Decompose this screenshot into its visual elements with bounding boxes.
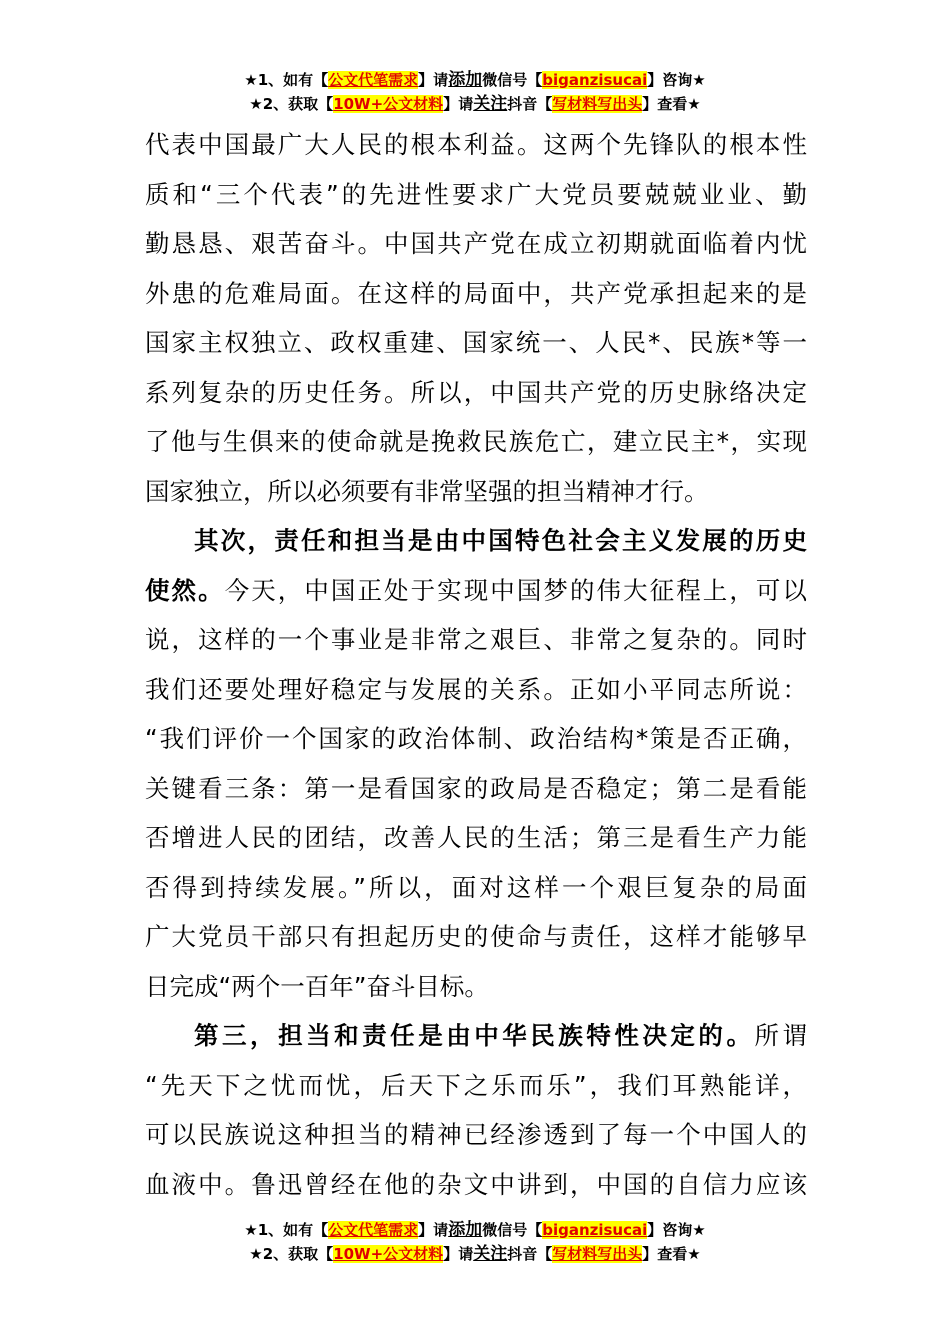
banner-text: 抖音【 — [507, 95, 553, 113]
body-line: 质和“三个代表”的先进性要求广大党员要兢兢业业、勤 — [145, 179, 807, 209]
body-line: 日完成“两个一百年”奋斗目标。 — [145, 971, 489, 1001]
highlight-materials: 10W+公文材料 — [333, 1245, 444, 1263]
body-line: 广大党员干部只有担起历史的使命与责任，这样才能够早 — [145, 922, 807, 951]
banner-text: ★1、如有【 — [244, 1221, 329, 1239]
wechat-id: biganzisucai — [542, 1221, 648, 1239]
underlined-add: 添加 — [448, 1220, 483, 1240]
document-body — [145, 120, 807, 1209]
body-line: 关键看三条：第一是看国家的政局是否稳定；第二是看能 — [145, 773, 807, 803]
banner-text: 】查看★ — [642, 95, 701, 113]
body-text: 今天，中国正处于实现中国梦的伟大征程上，可以 — [224, 575, 807, 605]
header-banner — [0, 68, 950, 116]
banner-text: 】咨询★ — [647, 1221, 706, 1239]
heading-text: 第三，担当和责任是由中华民族特性决定的。 — [194, 1021, 755, 1050]
body-text: 所谓 — [754, 1021, 808, 1050]
wechat-id: biganzisucai — [542, 71, 648, 89]
highlight-ghostwriting: 公文代笔需求 — [328, 71, 419, 89]
body-line: 勤恳恳、艰苦奋斗。中国共产党在成立初期就面临着内忧 — [145, 229, 807, 258]
banner-text: 】咨询★ — [647, 71, 706, 89]
underlined-add: 添加 — [448, 70, 483, 90]
footer-banner-line-2 — [0, 1242, 950, 1266]
header-banner-line-2 — [0, 92, 950, 116]
douyin-account: 写材料写出头 — [552, 95, 643, 113]
section-heading-2a — [145, 516, 807, 566]
body-line: 国家独立，所以必须要有非常坚强的担当精神才行。 — [145, 476, 709, 506]
body-line: 我们还要处理好稳定与发展的关系。正如小平同志所说： — [145, 674, 807, 704]
body-line: 否增进人民的团结，改善人民的生活；第三是看生产力能 — [145, 823, 807, 852]
underlined-follow: 关注 — [473, 94, 508, 114]
body-line: 系列复杂的历史任务。所以，中国共产党的历史脉络决定 — [145, 377, 807, 407]
highlight-materials: 10W+公文材料 — [333, 95, 444, 113]
highlight-ghostwriting: 公文代笔需求 — [328, 1221, 419, 1239]
body-line: 否得到持续发展。”所以，面对这样一个艰巨复杂的局面 — [145, 872, 807, 902]
douyin-account: 写材料写出头 — [552, 1245, 643, 1263]
body-line: “我们评价一个国家的政治体制、政治结构*策是否正确， — [145, 724, 807, 753]
banner-text: 微信号【 — [482, 1221, 543, 1239]
banner-text: ★2、获取【 — [249, 1245, 334, 1263]
banner-text: 】请 — [443, 1245, 474, 1263]
banner-text: 】查看★ — [642, 1245, 701, 1263]
body-line: “先天下之忧而忧，后天下之乐而乐”，我们耳熟能详， — [145, 1070, 807, 1100]
banner-text: 微信号【 — [482, 71, 543, 89]
banner-text: ★2、获取【 — [249, 95, 334, 113]
footer-banner — [0, 1218, 950, 1266]
header-banner-line-1 — [0, 68, 950, 92]
body-line: 代表中国最广大人民的根本利益。这两个先锋队的根本性 — [145, 130, 807, 159]
banner-text: 】请 — [418, 1221, 449, 1239]
body-line: 可以民族说这种担当的精神已经渗透到了每一个中国人的 — [145, 1120, 807, 1149]
body-line: 了他与生俱来的使命就是挽救民族危亡，建立民主*，实现 — [145, 427, 807, 456]
body-line: 国家主权独立、政权重建、国家统一、人民*、民族*等一 — [145, 328, 807, 357]
body-line: 说，这样的一个事业是非常之艰巨、非常之复杂的。同时 — [145, 625, 807, 654]
heading-text: 使然。 — [145, 575, 225, 605]
underlined-follow: 关注 — [473, 1244, 508, 1264]
body-line: 血液中。鲁迅曾经在他的杂文中讲到，中国的自信力应该 — [145, 1169, 807, 1199]
banner-text: 】请 — [418, 71, 449, 89]
banner-text: ★1、如有【 — [244, 71, 329, 89]
section-heading-3 — [145, 1011, 807, 1061]
banner-text: 抖音【 — [507, 1245, 553, 1263]
footer-banner-line-1 — [0, 1218, 950, 1242]
body-line — [145, 566, 807, 616]
banner-text: 】请 — [443, 95, 474, 113]
body-line: 外患的危难局面。在这样的局面中，共产党承担起来的是 — [145, 278, 807, 308]
heading-text: 其次，责任和担当是由中国特色社会主义发展的历史 — [194, 526, 807, 555]
